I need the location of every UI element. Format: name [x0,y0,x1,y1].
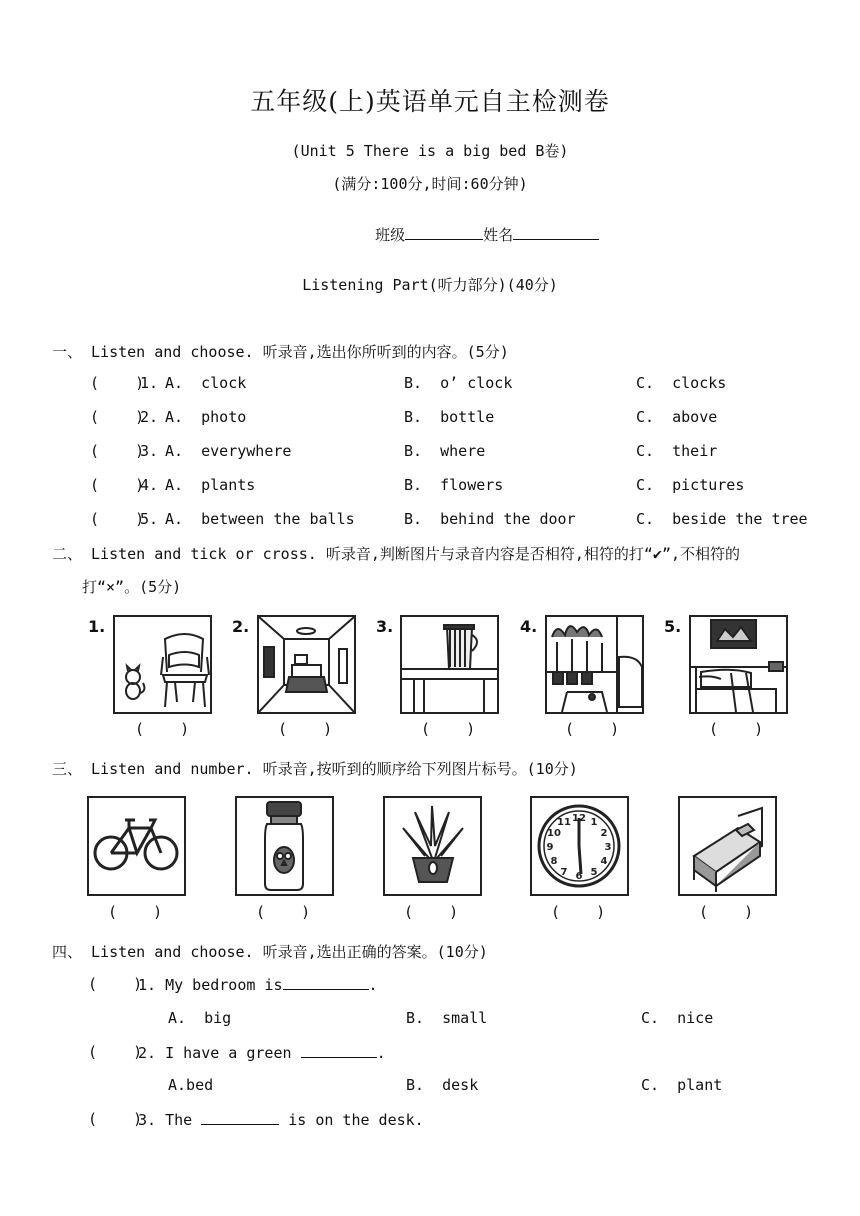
bike-icon [87,796,186,896]
item-number: 5. [140,510,159,528]
name-label: 姓名 [483,226,514,244]
answer-paren[interactable]: ( ) [699,903,754,921]
score-time-info: (满分:100分,时间:60分钟) [332,175,528,193]
answer-paren[interactable]: ( ) [709,720,764,738]
question-stem [138,1043,386,1062]
answer-paren[interactable]: ( ) [278,720,333,738]
answer-paren[interactable]: ( ) [90,510,145,528]
option-a: A. clock [165,374,247,392]
svg-text:9: 9 [546,842,554,853]
section2-heading-cont: 打“×”。(5分) [82,578,182,596]
option-b: B. flowers [404,476,504,494]
clock-icon [530,796,629,896]
option-c: C. nice [641,1009,714,1027]
answer-paren[interactable]: ( ) [88,1110,143,1128]
picture-number: 2. [232,617,250,636]
bed-picture-icon [689,615,788,714]
option-a: A. photo [165,408,247,426]
potted-plant-icon [383,796,482,896]
answer-paren[interactable]: ( ) [135,720,190,738]
class-label: 班级 [375,226,406,244]
unit-subtitle: (Unit 5 There is a big bed B卷) [291,142,569,160]
option-b: B. small [406,1009,488,1027]
svg-text:12: 12 [572,813,586,824]
option-a: A. between the balls [165,510,355,528]
option-c: C. their [636,442,718,460]
item-number: 1. [140,374,159,392]
answer-paren[interactable]: ( ) [404,903,459,921]
svg-text:7: 7 [560,867,568,878]
section3-heading: 三、 Listen and number. 听录音,按听到的顺序给下列图片标号。(10分) [52,760,578,778]
bedroom-icon [257,615,356,714]
stem-text: 2. I have a green [138,1044,301,1062]
option-c: C. clocks [636,374,727,392]
question-stem [138,975,378,994]
svg-text:4: 4 [600,856,608,867]
option-b: B. behind the door [404,510,576,528]
option-a: A. plants [165,476,256,494]
option-a: A.bed [168,1076,214,1094]
bed-icon [678,796,777,896]
svg-text:8: 8 [550,856,558,867]
svg-text:11: 11 [557,817,571,828]
name-blank[interactable] [513,225,599,240]
answer-blank[interactable] [301,1043,377,1058]
answer-blank[interactable] [283,975,369,990]
option-c: C. pictures [636,476,745,494]
stem-text: 1. My bedroom is [138,976,283,994]
plants-room-icon [545,615,644,714]
answer-paren[interactable]: ( ) [551,903,606,921]
stem-text-end: . [368,976,378,994]
option-c: C. beside the tree [636,510,808,528]
item-number: 4. [140,476,159,494]
option-a: A. big [168,1009,232,1027]
option-b: B. o’ clock [404,374,513,392]
svg-text:2: 2 [600,828,608,839]
stem-text-end: . [376,1044,386,1062]
cat-and-chair-icon [113,615,212,714]
section2-heading: 二、 Listen and tick or cross. 听录音,判断图片与录音内容是否相符,相符的打“✔”,不相符的 [52,545,741,563]
section1-heading: 一、 Listen and choose. 听录音,选出你所听到的内容。(5分) [52,343,509,361]
answer-paren[interactable]: ( ) [90,476,145,494]
option-b: B. desk [406,1076,479,1094]
answer-paren[interactable]: ( ) [90,374,145,392]
question-stem [138,1110,424,1129]
item-number: 2. [140,408,159,426]
answer-paren[interactable]: ( ) [90,442,145,460]
picture-number: 1. [88,617,106,636]
answer-paren[interactable]: ( ) [88,1043,143,1061]
svg-text:3: 3 [604,842,612,853]
picture-number: 5. [664,617,682,636]
option-c: C. above [636,408,718,426]
option-c: C. plant [641,1076,723,1094]
section4-heading: 四、 Listen and choose. 听录音,选出正确的答案。(10分) [52,943,488,961]
bottle-on-table-icon [400,615,499,714]
page-title: 五年级(上)英语单元自主检测卷 [250,87,610,116]
svg-text:5: 5 [590,867,598,878]
answer-paren[interactable]: ( ) [256,903,311,921]
answer-paren[interactable]: ( ) [421,720,476,738]
option-b: B. bottle [404,408,495,426]
answer-paren[interactable]: ( ) [565,720,620,738]
option-a: A. everywhere [165,442,292,460]
answer-paren[interactable]: ( ) [108,903,163,921]
picture-number: 3. [376,617,394,636]
picture-number: 4. [520,617,538,636]
svg-text:10: 10 [547,828,561,839]
water-bottle-icon [235,796,334,896]
answer-paren[interactable]: ( ) [88,975,143,993]
svg-text:1: 1 [590,817,598,828]
class-blank[interactable] [405,225,483,240]
class-name-line [357,206,599,245]
answer-paren[interactable]: ( ) [90,408,145,426]
part-title: Listening Part(听力部分)(40分) [302,276,558,294]
stem-text: 3. The [138,1111,202,1129]
svg-text:6: 6 [575,871,583,882]
answer-blank[interactable] [201,1110,279,1125]
stem-text-end: is on the desk. [279,1111,424,1129]
option-b: B. where [404,442,486,460]
item-number: 3. [140,442,159,460]
